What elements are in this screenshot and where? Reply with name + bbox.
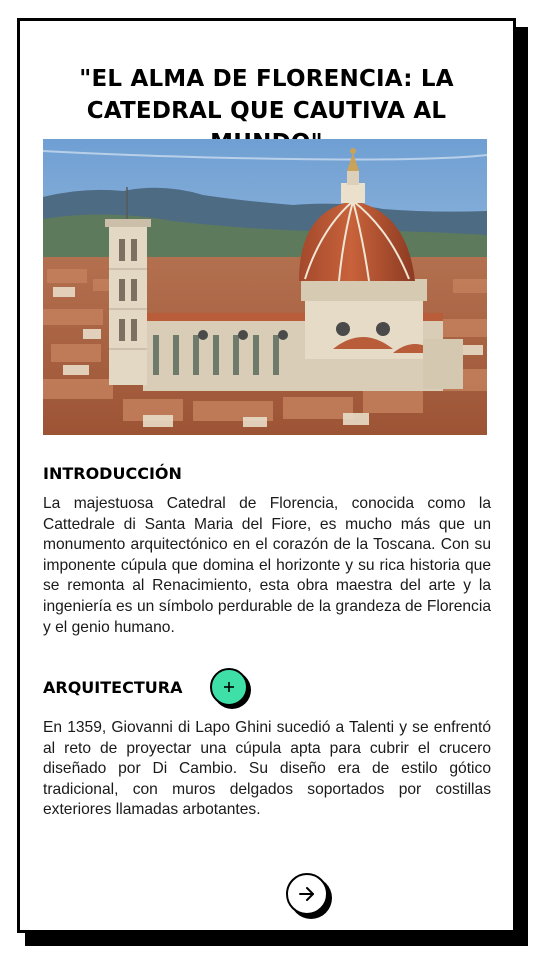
plus-icon — [221, 679, 237, 695]
section-heading-introduccion: INTRODUCCIÓN — [43, 464, 182, 483]
section-body-arquitectura: En 1359, Giovanni di Lapo Ghini sucedió a Talenti y se enfrentó al reto de proyectar una cúpula apta para cubrir el crucero diseñado por Di Cambio. Su diseño era de estilo gótico tradicional, con muros delgados soportados por costillas exteriores llamadas arbotantes. — [43, 719, 491, 819]
section-body-introduccion: La majestuosa Catedral de Florencia, conocida como la Cattedrale di Santa Maria del Fiore, es mucho más que un monumento arquitectónico en el corazón de la Toscana. Con su imponente cúpula que domina el horizonte y su rica historia que se remonta al Renacimiento, esta obra maestra del arte y la ingeniería es un símbolo perdurable de la grandeza de Florencia y el genio humano. — [43, 495, 491, 636]
expand-section-button[interactable] — [210, 668, 248, 706]
cathedral-photo — [43, 139, 487, 435]
next-control — [286, 873, 332, 919]
page-title: "EL ALMA DE FLORENCIA: LA CATEDRAL QUE CAUTIVA AL — [79, 66, 454, 124]
section-heading-arquitectura: ARQUITECTURA — [43, 678, 183, 697]
story-card — [17, 18, 516, 933]
expand-control — [210, 668, 252, 710]
arrow-right-icon — [297, 884, 317, 904]
next-page-button[interactable] — [286, 873, 328, 915]
